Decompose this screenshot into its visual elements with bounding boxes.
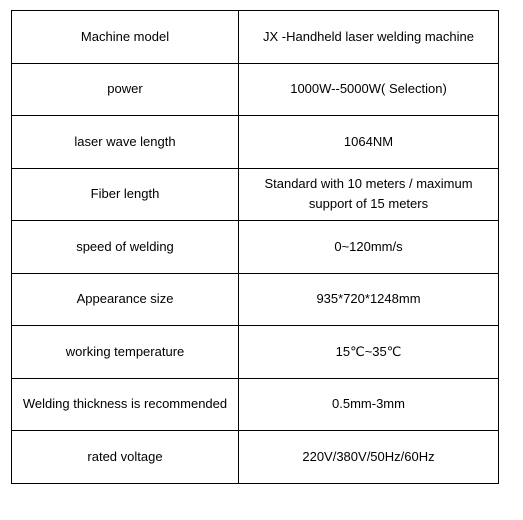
table-row-machine-model xyxy=(12,11,499,64)
spec-label: rated voltage xyxy=(12,431,239,484)
spec-value: 1064NM xyxy=(239,116,499,169)
spec-label: speed of welding xyxy=(12,221,239,274)
table-row-welding-thickness xyxy=(12,378,499,431)
table-row-laser-wavelength xyxy=(12,116,499,169)
table-row-working-temperature xyxy=(12,326,499,379)
spec-value: 15℃~35℃ xyxy=(239,326,499,379)
spec-value: 935*720*1248mm xyxy=(239,273,499,326)
spec-label: Appearance size xyxy=(12,273,239,326)
table-row-power xyxy=(12,63,499,116)
spec-table xyxy=(11,10,499,484)
table-row-rated-voltage xyxy=(12,431,499,484)
table-row-welding-speed xyxy=(12,221,499,274)
spec-value: 0.5mm-3mm xyxy=(239,378,499,431)
spec-label: power xyxy=(12,63,239,116)
spec-value: Standard with 10 meters / maximum support of 15 meters xyxy=(239,168,499,221)
spec-label: working temperature xyxy=(12,326,239,379)
spec-label: Machine model xyxy=(12,11,239,64)
table-row-appearance-size xyxy=(12,273,499,326)
table-row-fiber-length xyxy=(12,168,499,221)
spec-label: Welding thickness is recommended xyxy=(12,378,239,431)
spec-value: 1000W--5000W( Selection) xyxy=(239,63,499,116)
spec-label: laser wave length xyxy=(12,116,239,169)
spec-value: 0~120mm/s xyxy=(239,221,499,274)
spec-value: JX -Handheld laser welding machine xyxy=(239,11,499,64)
spec-label: Fiber length xyxy=(12,168,239,221)
spec-value: 220V/380V/50Hz/60Hz xyxy=(239,431,499,484)
